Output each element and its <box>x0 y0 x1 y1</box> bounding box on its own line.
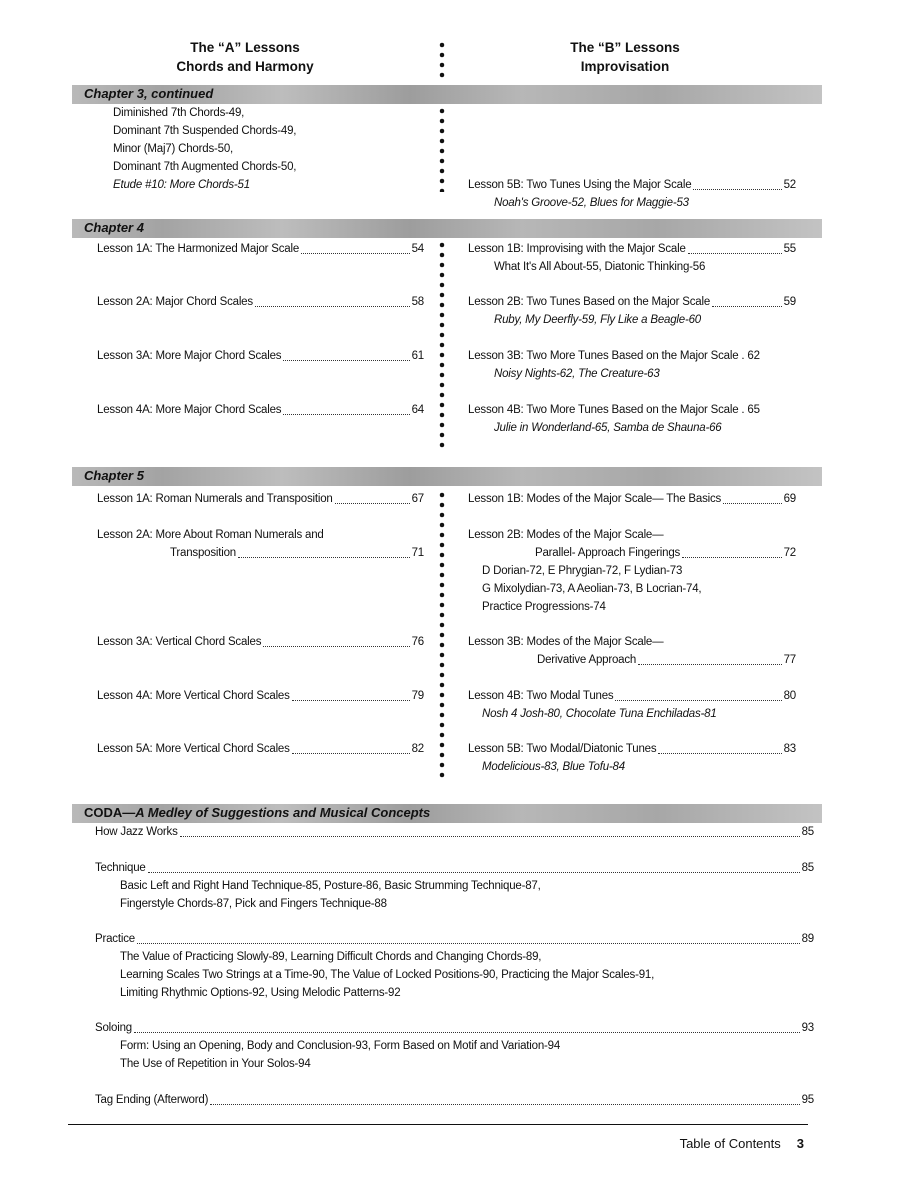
entry-page: 58 <box>411 296 424 308</box>
entry-label: Lesson 3A: Vertical Chord Scales <box>97 636 262 648</box>
lesson-1a-ch5-entry[interactable] <box>97 491 424 508</box>
lesson-4a-entry[interactable] <box>97 402 424 419</box>
column-b-subtitle: Improvisation <box>580 59 670 74</box>
entry-label: Lesson 1A: Roman Numerals and Transposition <box>97 493 333 505</box>
column-divider-dots <box>439 40 445 82</box>
ch3-a-line: Diminished 7th Chords-49, <box>113 107 245 119</box>
lesson-4b-ch5-entry[interactable] <box>468 688 796 705</box>
lesson-5a-ch5-entry[interactable] <box>97 741 424 758</box>
lesson-2b-ch5-title: Lesson 2B: Modes of the Major Scale— <box>468 529 664 541</box>
footer-label: Table of Contents <box>679 1136 781 1151</box>
lesson-3a-entry[interactable] <box>97 348 424 365</box>
entry-page: 64 <box>411 404 424 416</box>
ch3-a-line: Dominant 7th Suspended Chords-49, <box>113 125 297 137</box>
entry-label: Lesson 1B: Improvising with the Major Scale <box>468 243 686 255</box>
entry-page: 55 <box>783 243 796 255</box>
ch3-a-line: Dominant 7th Augmented Chords-50, <box>113 161 297 173</box>
coda-technique-entry[interactable] <box>95 860 814 877</box>
chapter-5-bar <box>72 467 822 486</box>
entry-label: How Jazz Works <box>95 826 178 838</box>
entry-page: 52 <box>783 179 796 191</box>
lesson-3b-ch5-title: Lesson 3B: Modes of the Major Scale— <box>468 636 664 648</box>
lesson-5b-tunes: Noah's Groove-52, Blues for Maggie-53 <box>494 197 689 209</box>
lesson-2a-ch5-entry[interactable] <box>170 545 424 562</box>
lesson-3b-entry[interactable]: Lesson 3B: Two More Tunes Based on the Major Scale . 62 <box>468 350 760 362</box>
technique-topics: Basic Left and Right Hand Technique-85, Posture-86, Basic Strumming Technique-87, <box>120 880 541 892</box>
lesson-2b-tunes: Ruby, My Deerfly-59, Fly Like a Beagle-60 <box>494 314 701 326</box>
coda-title: A Medley of Suggestions and Musical Concepts <box>135 805 431 820</box>
column-divider-dots <box>439 490 445 780</box>
entry-label: Soloing <box>95 1022 132 1034</box>
ch3-etude: Etude #10: More Chords-51 <box>113 179 250 191</box>
soloing-topics: Form: Using an Opening, Body and Conclusion-93, Form Based on Motif and Variation-94 <box>120 1040 561 1052</box>
entry-page: 76 <box>411 636 424 648</box>
entry-page: 82 <box>411 743 424 755</box>
chapter-5-title: Chapter 5 <box>84 468 144 483</box>
entry-page: 72 <box>783 547 796 559</box>
coda-how-jazz-works-entry[interactable] <box>95 824 814 841</box>
column-b-header <box>480 38 770 76</box>
lesson-2b-entry[interactable] <box>468 294 796 311</box>
entry-page: 79 <box>411 690 424 702</box>
coda-bar <box>72 804 822 823</box>
practice-topics: Limiting Rhythmic Options-92, Using Melodic Patterns-92 <box>120 987 401 999</box>
entry-label: Lesson 2A: Major Chord Scales <box>97 296 253 308</box>
lesson-4b-entry[interactable]: Lesson 4B: Two More Tunes Based on the Major Scale . 65 <box>468 404 760 416</box>
entry-page: 67 <box>411 493 424 505</box>
entry-label: Derivative Approach <box>537 654 637 666</box>
entry-page: 69 <box>783 493 796 505</box>
entry-label: Parallel- Approach Fingerings <box>535 547 681 559</box>
practice-topics: The Value of Practicing Slowly-89, Learning Difficult Chords and Changing Chords-89, <box>120 951 542 963</box>
chapter-3-title: Chapter 3, continued <box>84 86 214 101</box>
practice-topics: Learning Scales Two Strings at a Time-90, The Value of Locked Positions-90, Practicing the Major Scales-91, <box>120 969 655 981</box>
coda-tag-ending-entry[interactable] <box>95 1092 814 1109</box>
entry-label: Lesson 5B: Two Modal/Diatonic Tunes <box>468 743 657 755</box>
lesson-5b-ch5-entry[interactable] <box>468 741 796 758</box>
soloing-topics: The Use of Repetition in Your Solos-94 <box>120 1058 311 1070</box>
entry-label: Lesson 4A: More Major Chord Scales <box>97 404 282 416</box>
entry-page: 83 <box>783 743 796 755</box>
lesson-2b-modes: Practice Progressions-74 <box>482 601 606 613</box>
entry-page: 77 <box>783 654 796 666</box>
coda-prefix: CODA— <box>84 805 136 820</box>
lesson-2a-ch5-title: Lesson 2A: More About Roman Numerals and <box>97 529 324 541</box>
column-a-subtitle: Chords and Harmony <box>176 59 314 74</box>
lesson-3b-ch5-entry[interactable] <box>537 652 796 669</box>
column-a-header <box>100 38 390 76</box>
entry-label: Lesson 4A: More Vertical Chord Scales <box>97 690 290 702</box>
lesson-1b-entry[interactable] <box>468 241 796 258</box>
chapter-4-title: Chapter 4 <box>84 220 144 235</box>
entry-page: 95 <box>801 1094 814 1106</box>
entry-label: Transposition <box>170 547 237 559</box>
lesson-4b-tunes: Julie in Wonderland-65, Samba de Shauna-66 <box>494 422 722 434</box>
lesson-4a-ch5-entry[interactable] <box>97 688 424 705</box>
coda-title-wrap <box>84 805 430 820</box>
entry-page: 85 <box>801 862 814 874</box>
entry-label: Practice <box>95 933 135 945</box>
entry-label: Lesson 5A: More Vertical Chord Scales <box>97 743 290 755</box>
coda-practice-entry[interactable] <box>95 931 814 948</box>
entry-page: 89 <box>801 933 814 945</box>
technique-topics: Fingerstyle Chords-87, Pick and Fingers Technique-88 <box>120 898 387 910</box>
column-b-title: The “B” Lessons <box>570 40 680 55</box>
column-divider-dots <box>439 240 445 452</box>
entry-page: 80 <box>783 690 796 702</box>
column-divider-dots <box>439 106 445 192</box>
entry-page: 61 <box>411 350 424 362</box>
lesson-3a-ch5-entry[interactable] <box>97 634 424 651</box>
entry-page: 93 <box>801 1022 814 1034</box>
footer-rule <box>68 1124 808 1125</box>
page-number: 3 <box>796 1136 804 1151</box>
lesson-1b-ch5-entry[interactable] <box>468 491 796 508</box>
lesson-2b-ch5-entry[interactable] <box>535 545 796 562</box>
entry-page: 54 <box>411 243 424 255</box>
coda-soloing-entry[interactable] <box>95 1020 814 1037</box>
lesson-4b-ch5-tunes: Nosh 4 Josh-80, Chocolate Tuna Enchiladas-81 <box>482 708 717 720</box>
lesson-2b-modes: D Dorian-72, E Phrygian-72, F Lydian-73 <box>482 565 683 577</box>
entry-label: Tag Ending (Afterword) <box>95 1094 209 1106</box>
lesson-5b-ch5-tunes: Modelicious-83, Blue Tofu-84 <box>482 761 625 773</box>
entry-page: 71 <box>411 547 424 559</box>
lesson-3b-tunes: Noisy Nights-62, The Creature-63 <box>494 368 660 380</box>
chapter-3-bar <box>72 85 822 104</box>
footer <box>680 1136 804 1151</box>
entry-label: Lesson 1A: The Harmonized Major Scale <box>97 243 300 255</box>
entry-label: Technique <box>95 862 146 874</box>
lesson-5b-entry[interactable] <box>468 177 796 194</box>
column-a-title: The “A” Lessons <box>190 40 300 55</box>
lesson-2a-entry[interactable] <box>97 294 424 311</box>
entry-page: 59 <box>783 296 796 308</box>
chapter-4-bar <box>72 219 822 238</box>
lesson-1b-sub: What It's All About-55, Diatonic Thinking-56 <box>494 261 706 273</box>
entry-page: 85 <box>801 826 814 838</box>
lesson-2b-modes: G Mixolydian-73, A Aeolian-73, B Locrian-74, <box>482 583 702 595</box>
entry-label: Lesson 3A: More Major Chord Scales <box>97 350 282 362</box>
ch3-a-line: Minor (Maj7) Chords-50, <box>113 143 234 155</box>
entry-label: Lesson 4B: Two Modal Tunes <box>468 690 614 702</box>
lesson-1a-entry[interactable] <box>97 241 424 258</box>
entry-label: Lesson 5B: Two Tunes Using the Major Scale <box>468 179 692 191</box>
entry-label: Lesson 2B: Two Tunes Based on the Major Scale <box>468 296 711 308</box>
entry-label: Lesson 1B: Modes of the Major Scale— The Basics <box>468 493 722 505</box>
